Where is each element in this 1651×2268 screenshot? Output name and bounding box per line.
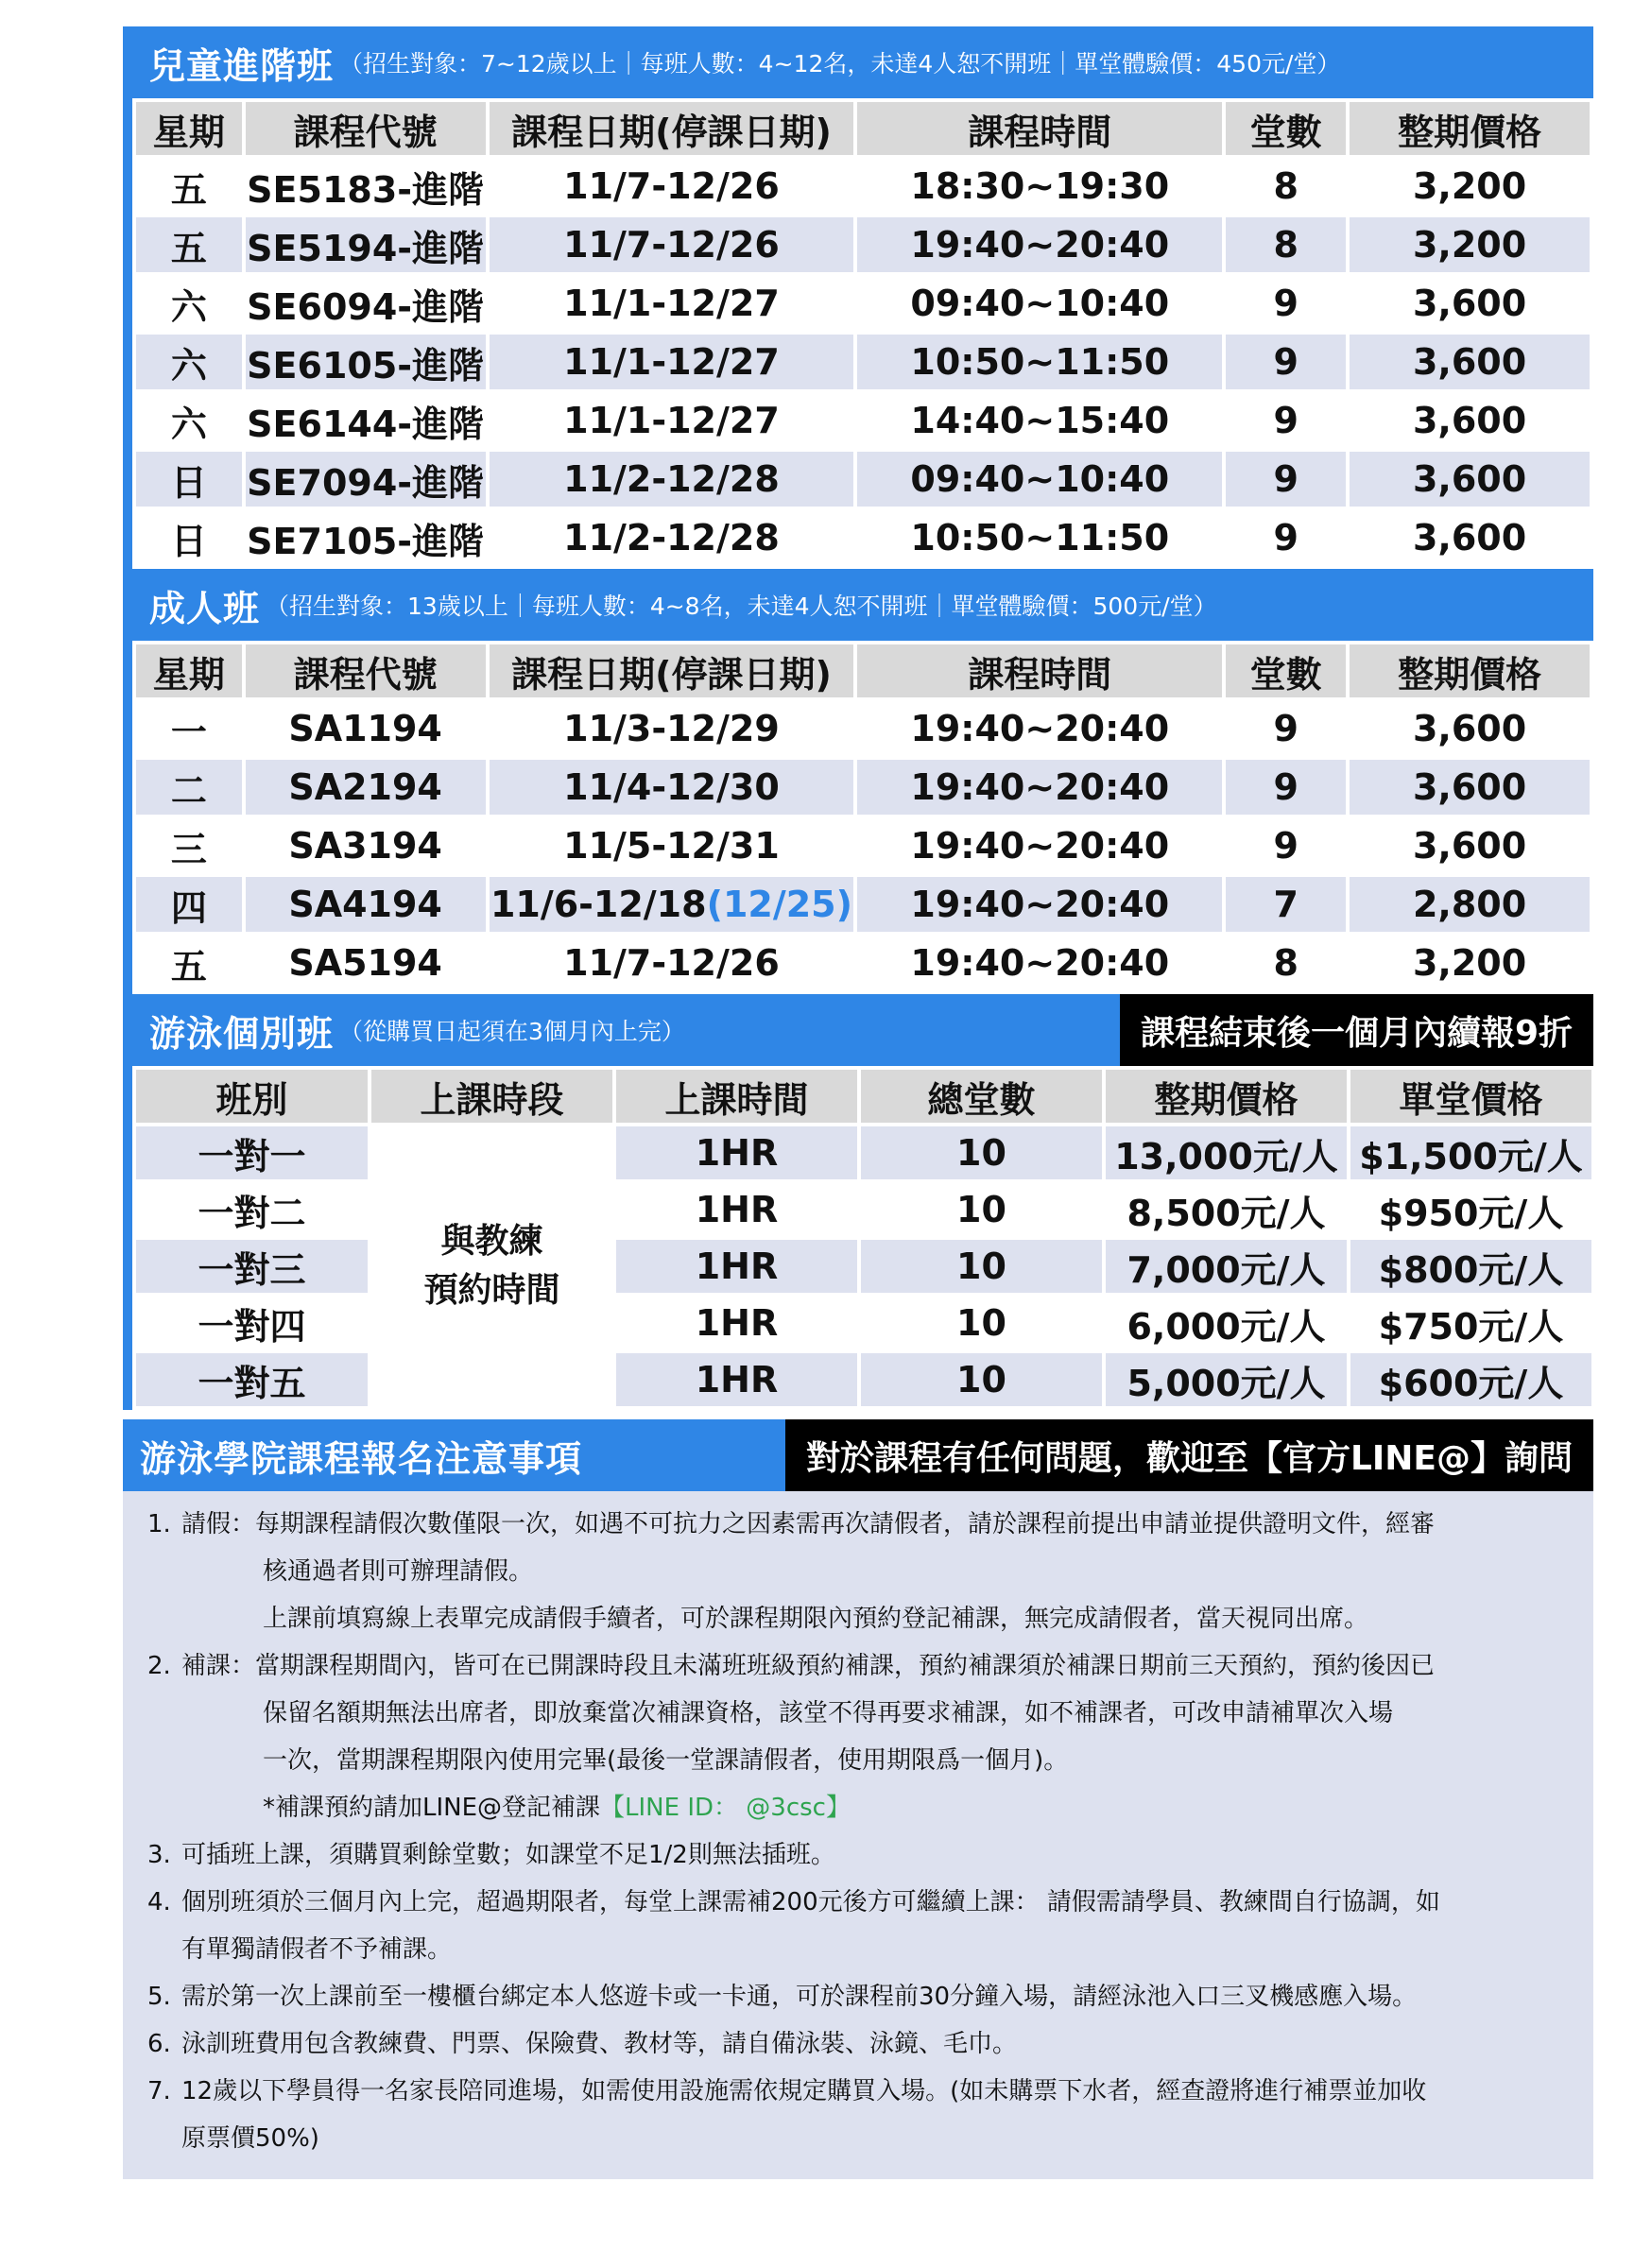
cell: SA2194	[246, 760, 486, 815]
cell: 9	[1226, 818, 1346, 873]
note-label: 請假：	[181, 1510, 256, 1538]
note-text: 每期課程請假次數僅限一次，如遇不可抗力之因素需再次請假者，請於課程前提出申請並提供證明文件，經審	[255, 1510, 1436, 1538]
note-text: 需於第一次上課前至一樓櫃台綁定本人悠遊卡或一卡通，可於課程前30分鐘入場，請經泳池入口三叉機感應入場。	[181, 1983, 1418, 2011]
col-duration: 上課時間	[616, 1070, 857, 1123]
adult-class-section	[123, 569, 1593, 994]
cell: 一對二	[136, 1183, 368, 1236]
cell: 1HR	[616, 1297, 857, 1349]
cell: 3,200	[1350, 936, 1590, 990]
note-text: 核通過者則可辦理請假。	[263, 1557, 534, 1586]
table-header-row	[136, 102, 1590, 155]
cell: 10:50~11:50	[857, 335, 1222, 389]
private-class-table	[132, 1066, 1595, 1410]
col-total-sessions: 總堂數	[861, 1070, 1102, 1123]
cell: 11/1-12/27	[490, 393, 854, 448]
table-row	[136, 760, 1590, 815]
note-item	[147, 2068, 1576, 2115]
table-row	[136, 701, 1590, 756]
slot-line: 與教練	[440, 1222, 543, 1261]
cell: SE7105-進階	[246, 510, 486, 565]
table-row	[136, 936, 1590, 990]
col-sessions: 堂數	[1226, 102, 1346, 155]
cell: 六	[136, 276, 242, 331]
cell: 19:40~20:40	[857, 818, 1222, 873]
cell: SE5194-進階	[246, 217, 486, 272]
note-number: 3.	[147, 1841, 171, 1869]
line-note: *補課預約請加LINE@登記補課	[263, 1794, 601, 1822]
cell: 09:40~10:40	[857, 452, 1222, 507]
cell: 11/3-12/29	[490, 701, 854, 756]
col-slot: 上課時段	[371, 1070, 612, 1123]
cell: 11/5-12/31	[490, 818, 854, 873]
note-item	[147, 1642, 1576, 1690]
cell: 9	[1226, 335, 1346, 389]
cell: 11/7-12/26	[490, 217, 854, 272]
table-row	[136, 217, 1590, 272]
cell: 3,600	[1350, 510, 1590, 565]
cell: 11/2-12/28	[490, 510, 854, 565]
cell: SA3194	[246, 818, 486, 873]
cell: 1HR	[616, 1183, 857, 1236]
col-course-code: 課程代號	[246, 644, 486, 697]
note-number: 2.	[147, 1652, 171, 1680]
cell: 10	[861, 1240, 1102, 1293]
cell: 一對三	[136, 1240, 368, 1293]
table-header-row	[136, 1070, 1591, 1123]
cell: 3,200	[1350, 159, 1590, 214]
cell: 19:40~20:40	[857, 760, 1222, 815]
cell: 六	[136, 335, 242, 389]
adult-class-title: 成人班	[149, 587, 261, 629]
note-text: 保留名額期無法出席者，即放棄當次補課資格，該堂不得再要求補課，如不補課者，可改申請補單次入場	[263, 1699, 1394, 1727]
children-class-header	[132, 26, 1593, 98]
cell: 9	[1226, 276, 1346, 331]
notes-title: 游泳學院課程報名注意事項	[140, 1437, 583, 1480]
cell: 六	[136, 393, 242, 448]
cell: $1,500元/人	[1350, 1126, 1591, 1179]
note-number: 7.	[147, 2077, 171, 2105]
col-course-time: 課程時間	[857, 102, 1222, 155]
cell: SE6094-進階	[246, 276, 486, 331]
cell: 一對四	[136, 1297, 368, 1349]
cell: 8	[1226, 159, 1346, 214]
cell: 3,600	[1350, 701, 1590, 756]
note-text: 上課前填寫線上表單完成請假手續者，可於課程期限內預約登記補課，無完成請假者，當天視同出席。	[263, 1605, 1369, 1633]
cell: 10	[861, 1183, 1102, 1236]
note-label: 補課：	[181, 1652, 256, 1680]
children-class-title: 兒童進階班	[149, 44, 335, 87]
adult-class-subtitle: （招生對象：13歲以上｜每班人數：4~8名，未達4人恕不開班｜單堂體驗價：500元/堂）	[266, 593, 1217, 620]
cell: 9	[1226, 701, 1346, 756]
cell: 1HR	[616, 1353, 857, 1406]
cell: 二	[136, 760, 242, 815]
cell: 9	[1226, 510, 1346, 565]
cell: $750元/人	[1350, 1297, 1591, 1349]
note-text: 可插班上課，須購買剩餘堂數；如課堂不足1/2則無法插班。	[181, 1841, 835, 1869]
cell: 10:50~11:50	[857, 510, 1222, 565]
table-row	[136, 1183, 1591, 1236]
cell: 14:40~15:40	[857, 393, 1222, 448]
table-row	[136, 1297, 1591, 1349]
cell: 三	[136, 818, 242, 873]
cell: 日	[136, 510, 242, 565]
note-text: 個別班須於三個月內上完，超過期限者，每堂上課需補200元後方可繼續上課： 請假需請學員、教練間自行協調，如	[181, 1888, 1440, 1916]
table-row	[136, 452, 1590, 507]
cell: 3,600	[1350, 452, 1590, 507]
line-contact-banner: 對於課程有任何問題，歡迎至【官方LINE@】詢問	[785, 1419, 1593, 1491]
cell: 11/7-12/26	[490, 936, 854, 990]
cell: 10	[861, 1353, 1102, 1406]
suspend-date: (12/25)	[706, 884, 852, 925]
table-row	[136, 276, 1590, 331]
table-row	[136, 510, 1590, 565]
note-number: 5.	[147, 1983, 171, 2011]
cell: 1HR	[616, 1240, 857, 1293]
cell: $600元/人	[1350, 1353, 1591, 1406]
col-course-code: 課程代號	[246, 102, 486, 155]
cell: 四	[136, 877, 242, 932]
col-single-price: 單堂價格	[1350, 1070, 1591, 1123]
cell: 19:40~20:40	[857, 936, 1222, 990]
note-text: 有單獨請假者不予補課。	[181, 1935, 453, 1964]
cell: 3,600	[1350, 335, 1590, 389]
cell: 9	[1226, 452, 1346, 507]
table-row	[136, 159, 1590, 214]
cell: SE6105-進階	[246, 335, 486, 389]
cell: $800元/人	[1350, 1240, 1591, 1293]
private-class-subtitle: （從購買日起須在3個月內上完）	[339, 1018, 685, 1045]
note-item	[147, 2020, 1576, 2068]
private-class-title: 游泳個別班	[149, 1012, 335, 1055]
cell: 一	[136, 701, 242, 756]
cell: SE6144-進階	[246, 393, 486, 448]
table-row	[136, 1126, 1591, 1179]
col-weekday: 星期	[136, 644, 242, 697]
adult-class-header	[132, 569, 1593, 641]
cell: 五	[136, 159, 242, 214]
cell: 3,600	[1350, 818, 1590, 873]
cell: 5,000元/人	[1106, 1353, 1347, 1406]
cell: 11/4-12/30	[490, 760, 854, 815]
cell: $950元/人	[1350, 1183, 1591, 1236]
renewal-discount-banner: 課程結束後一個月內續報9折	[1120, 994, 1593, 1066]
course-dates: 11/6-12/18	[490, 884, 707, 925]
note-text: 當期課程期間內，皆可在已開課時段且未滿班班級預約補課，預約補課須於補課日期前三天預約，預約後因已	[255, 1652, 1436, 1680]
children-class-table	[132, 98, 1593, 569]
cell: SE5183-進階	[246, 159, 486, 214]
cell: 2,800	[1350, 877, 1590, 932]
cell: 8	[1226, 217, 1346, 272]
cell: 19:40~20:40	[857, 877, 1222, 932]
note-text: 原票價50%)	[181, 2124, 319, 2153]
slot-cell	[371, 1126, 612, 1406]
cell: 3,600	[1350, 760, 1590, 815]
cell: 五	[136, 217, 242, 272]
note-number: 1.	[147, 1510, 171, 1538]
col-sessions: 堂數	[1226, 644, 1346, 697]
cell: 3,200	[1350, 217, 1590, 272]
note-item	[147, 1973, 1576, 2020]
table-row	[136, 335, 1590, 389]
col-course-dates: 課程日期(停課日期)	[490, 644, 854, 697]
cell: 1HR	[616, 1126, 857, 1179]
children-class-section	[123, 26, 1593, 569]
cell: 09:40~10:40	[857, 276, 1222, 331]
cell: 日	[136, 452, 242, 507]
private-class-header	[132, 994, 1593, 1066]
cell: 7,000元/人	[1106, 1240, 1347, 1293]
note-item	[147, 1879, 1576, 1926]
cell: SA1194	[246, 701, 486, 756]
col-course-dates: 課程日期(停課日期)	[490, 102, 854, 155]
cell: 19:40~20:40	[857, 701, 1222, 756]
adult-class-table	[132, 641, 1593, 994]
cell: 7	[1226, 877, 1346, 932]
cell: 10	[861, 1126, 1102, 1179]
note-text: 一次，當期課程期限內使用完畢(最後一堂課請假者，使用期限爲一個月)。	[263, 1746, 1069, 1775]
col-price: 整期價格	[1350, 102, 1590, 155]
note-item	[147, 1501, 1576, 1548]
note-number: 6.	[147, 2030, 171, 2058]
cell: 9	[1226, 760, 1346, 815]
table-row	[136, 818, 1590, 873]
cell: 11/1-12/27	[490, 276, 854, 331]
notes-body	[123, 1491, 1593, 2179]
cell: 8	[1226, 936, 1346, 990]
table-header-row	[136, 644, 1590, 697]
cell: 8,500元/人	[1106, 1183, 1347, 1236]
cell: 9	[1226, 393, 1346, 448]
cell: 3,600	[1350, 276, 1590, 331]
cell: 13,000元/人	[1106, 1126, 1347, 1179]
col-course-time: 課程時間	[857, 644, 1222, 697]
col-weekday: 星期	[136, 102, 242, 155]
note-text	[147, 1784, 1576, 1831]
cell: 一對五	[136, 1353, 368, 1406]
notes-header	[123, 1419, 1593, 1491]
cell: 11/1-12/27	[490, 335, 854, 389]
children-class-subtitle: （招生對象：7~12歲以上｜每班人數：4~12名，未達4人恕不開班｜單堂體驗價：450元/堂）	[339, 50, 1341, 77]
cell: 一對一	[136, 1126, 368, 1179]
table-row	[136, 1353, 1591, 1406]
col-price: 整期價格	[1106, 1070, 1347, 1123]
cell: 11/7-12/26	[490, 159, 854, 214]
col-price: 整期價格	[1350, 644, 1590, 697]
line-id: 【LINE ID： @3csc】	[600, 1794, 851, 1822]
cell: 18:30~19:30	[857, 159, 1222, 214]
cell-dates-with-suspend	[490, 877, 854, 932]
private-class-section	[123, 994, 1593, 1410]
cell: 3,600	[1350, 393, 1590, 448]
table-row	[136, 877, 1590, 932]
cell: SA4194	[246, 877, 486, 932]
note-number: 4.	[147, 1888, 171, 1916]
cell: 五	[136, 936, 242, 990]
cell: 11/2-12/28	[490, 452, 854, 507]
cell: 6,000元/人	[1106, 1297, 1347, 1349]
note-item	[147, 1831, 1576, 1879]
col-class-type: 班別	[136, 1070, 368, 1123]
note-text: 泳訓班費用包含教練費、門票、保險費、教材等，請自備泳裝、泳鏡、毛巾。	[181, 2030, 1018, 2058]
note-text: 12歲以下學員得一名家長陪同進場，如需使用設施需依規定購買入場。(如未購票下水者，經查證將進行補票並加收	[181, 2077, 1427, 2105]
cell: 10	[861, 1297, 1102, 1349]
slot-line: 預約時間	[423, 1271, 560, 1310]
table-row	[136, 393, 1590, 448]
cell: SA5194	[246, 936, 486, 990]
cell: SE7094-進階	[246, 452, 486, 507]
cell: 19:40~20:40	[857, 217, 1222, 272]
table-row	[136, 1240, 1591, 1293]
